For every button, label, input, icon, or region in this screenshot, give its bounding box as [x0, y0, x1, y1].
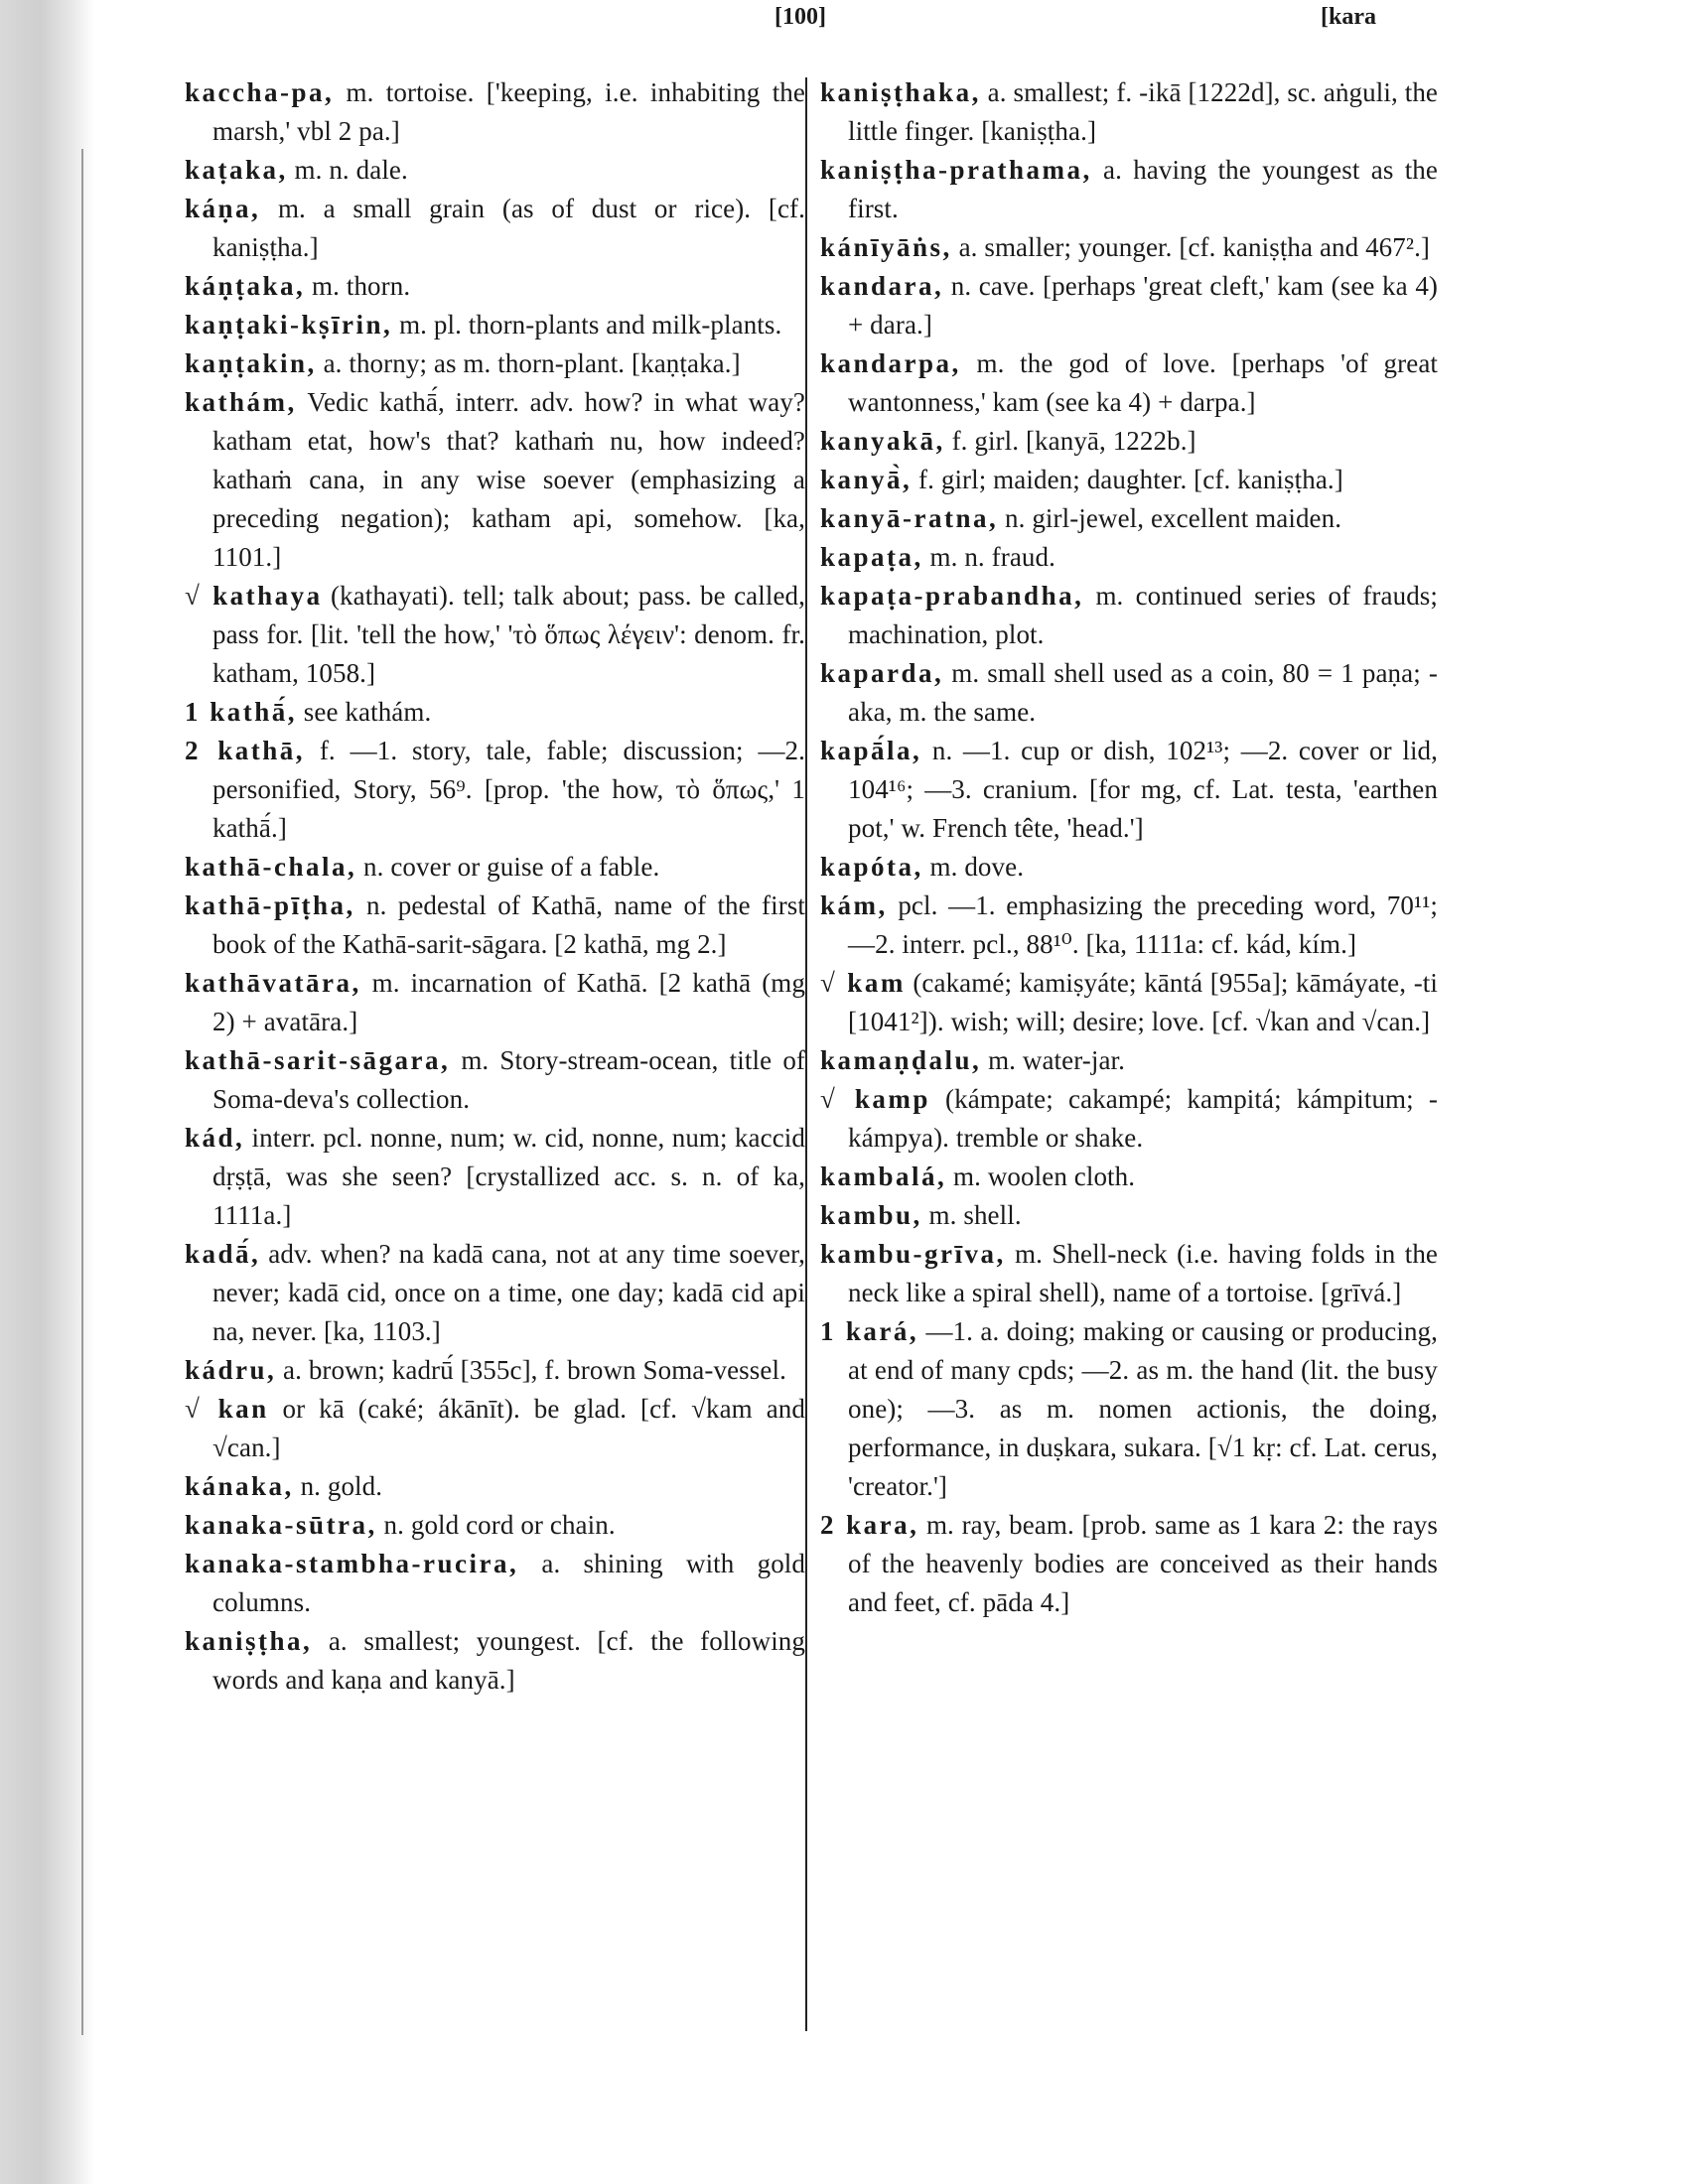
dictionary-entry: [820, 499, 1438, 538]
dictionary-entry: [820, 1158, 1438, 1196]
dictionary-entry: [820, 654, 1438, 732]
dictionary-entry: [820, 461, 1438, 499]
entry-headword: √ kan: [185, 1394, 269, 1424]
entry-definition: n. gold.: [300, 1471, 383, 1501]
entry-headword: kapóta,: [820, 852, 923, 882]
entry-definition: m. n. dale.: [294, 155, 408, 185]
guide-word: [kara: [1321, 4, 1376, 30]
entry-definition: m. small shell used as a coin, 80 = 1 paṇa; -aka, m. the same.: [848, 658, 1438, 727]
dictionary-entry: [820, 1041, 1438, 1080]
dictionary-entry: [820, 732, 1438, 848]
entry-headword: √ kathaya: [185, 581, 323, 611]
entry-headword: 2 kara,: [820, 1510, 919, 1540]
entry-headword: kaṭaka,: [185, 155, 288, 185]
entry-headword: kanaka-sūtra,: [185, 1510, 377, 1540]
entry-definition: f. girl; maiden; daughter. [cf. kaniṣṭha.]: [918, 465, 1343, 494]
dictionary-entry: [185, 306, 805, 344]
entry-definition: f. —1. story, tale, fable; discussion; —2. personified, Story, 56⁹. [prop. 'the how, τὸ ὅπως,' 1 kathā́.]: [212, 736, 806, 843]
entry-headword: kandarpa,: [820, 348, 961, 378]
entry-definition: m. continued series of frauds; machination, plot.: [848, 581, 1439, 649]
entry-headword: kambu,: [820, 1200, 922, 1230]
left-column: [185, 73, 805, 1700]
dictionary-entry: [820, 73, 1438, 151]
dictionary-entry: [185, 848, 805, 887]
dictionary-entry: [185, 732, 805, 848]
entry-headword: kádru,: [185, 1355, 277, 1385]
dictionary-entry: [820, 538, 1438, 577]
entry-headword: kadā́,: [185, 1239, 261, 1269]
entry-headword: kathā-chala,: [185, 852, 357, 882]
dictionary-entry: [185, 151, 805, 190]
dictionary-entry: [185, 1390, 805, 1467]
entry-headword: kád,: [185, 1123, 245, 1153]
entry-definition: m. water-jar.: [988, 1045, 1126, 1075]
dictionary-entry: [820, 151, 1438, 228]
entry-headword: kaccha-pa,: [185, 77, 335, 107]
entry-definition: m. Shell-neck (i.e. having folds in the neck like a spiral shell), name of a tortoise. [grīvá.]: [848, 1239, 1439, 1307]
entry-headword: kaparda,: [820, 658, 944, 688]
page-header: [0, 0, 1688, 40]
entry-headword: kapaṭa,: [820, 542, 923, 572]
entry-headword: 1 kathā́,: [185, 697, 298, 727]
entry-headword: kánaka,: [185, 1471, 294, 1501]
dictionary-entry: [820, 344, 1438, 422]
entry-headword: kánīyāṅs,: [820, 232, 952, 262]
dictionary-entry: [820, 422, 1438, 461]
entry-definition: adv. when? na kadā cana, not at any time soever, never; kadā cid, once on a time, one day; kadā cid api na, never. [ka, 1103.]: [212, 1239, 806, 1346]
dictionary-entry: [820, 1235, 1438, 1312]
entry-headword: kambalá,: [820, 1161, 947, 1191]
entry-headword: 1 kará,: [820, 1316, 919, 1346]
dictionary-entry: [185, 1506, 805, 1545]
dictionary-entry: [185, 73, 805, 151]
dictionary-entry: [820, 1080, 1438, 1158]
entry-definition: m. woolen cloth.: [953, 1161, 1136, 1191]
entry-definition: a. smaller; younger. [cf. kaniṣṭha and 467².]: [958, 232, 1431, 262]
entry-definition: m. tortoise. ['keeping, i.e. inhabiting the marsh,' vbl 2 pa.]: [212, 77, 805, 146]
entry-headword: kathā-sarit-sāgara,: [185, 1045, 451, 1075]
dictionary-entry: [820, 1506, 1438, 1622]
entry-definition: a. smallest; f. -ikā [1222d], sc. aṅguli, the little finger. [kaniṣṭha.]: [848, 77, 1439, 146]
entry-definition: n. gold cord or chain.: [383, 1510, 616, 1540]
entry-headword: kaṇṭaki-kṣīrin,: [185, 310, 393, 340]
dictionary-entry: [820, 577, 1438, 654]
page-number: [100]: [774, 4, 826, 30]
entry-headword: kanaka-stambha-rucira,: [185, 1549, 519, 1578]
entry-definition: m. shell.: [928, 1200, 1022, 1230]
dictionary-entry: [185, 1467, 805, 1506]
entry-headword: kambu-grīva,: [820, 1239, 1006, 1269]
entry-definition: m. dove.: [929, 852, 1025, 882]
entry-definition: a. smallest; youngest. [cf. the following words and kaṇa and kanyā.]: [212, 1626, 806, 1695]
entry-definition: Vedic kathā́, interr. adv. how? in what way? katham etat, how's that? kathaṁ nu, how indeed? kathaṁ cana, in any wise soever (emphasizing a preceding negation); katham api, somehow. [ka, 1101.]: [212, 387, 806, 572]
entry-definition: see kathám.: [303, 697, 432, 727]
entry-headword: √ kam: [820, 968, 906, 998]
dictionary-entry: [820, 1312, 1438, 1506]
entry-headword: kapaṭa-prabandha,: [820, 581, 1084, 611]
entry-definition: a. thorny; as m. thorn-plant. [kaṇṭaka.]: [323, 348, 741, 378]
entry-headword: kapā́la,: [820, 736, 922, 765]
entry-headword: 2 kathā,: [185, 736, 306, 765]
scan-edge-line: [81, 149, 83, 2035]
entry-definition: a. shining with gold columns.: [212, 1549, 806, 1617]
dictionary-entry: [185, 1351, 805, 1390]
dictionary-entry: [820, 964, 1438, 1041]
dictionary-entry: [185, 190, 805, 267]
entry-definition: m. ray, beam. [prob. same as 1 kara 2: the rays of the heavenly bodies are conceived as their hands and feet, cf. pāda 4.]: [848, 1510, 1439, 1617]
entry-definition: m. a small grain (as of dust or rice). [cf. kaniṣṭha.]: [212, 194, 806, 262]
entry-headword: kaniṣṭha-prathama,: [820, 155, 1092, 185]
dictionary-entry: [185, 1041, 805, 1119]
entry-definition: —1. a. doing; making or causing or producing, at end of many cpds; —2. as m. the hand (lit. the busy one); —3. as m. nomen actionis, the doing, performance, in duṣkara, sukara. [√1 kṛ: cf. Lat. cerus, 'creator.']: [848, 1316, 1438, 1501]
entry-definition: n. girl-jewel, excellent maiden.: [1005, 503, 1342, 533]
entry-definition: interr. pcl. nonne, num; w. cid, nonne, num; kaccid dṛṣṭā, was she seen? [crystallized acc. s. n. of ka, 1111a.]: [212, 1123, 805, 1230]
entry-definition: a. brown; kadrū́ [355c], f. brown Soma-vessel.: [283, 1355, 786, 1385]
entry-definition: (kámpate; cakampé; kampitá; kámpitum; -kámpya). tremble or shake.: [848, 1084, 1439, 1153]
entry-definition: m. n. fraud.: [929, 542, 1055, 572]
entry-headword: kanyā-ratna,: [820, 503, 999, 533]
entry-headword: káṇa,: [185, 194, 261, 223]
entry-definition: n. pedestal of Kathā, name of the first book of the Kathā-sarit-sāgara. [2 kathā, mg 2.]: [212, 890, 806, 959]
dictionary-entry: [185, 383, 805, 577]
entry-headword: káṇṭaka,: [185, 271, 306, 301]
dictionary-entry: [185, 267, 805, 306]
dictionary-entry: [185, 1119, 805, 1235]
entry-headword: kanyā̀,: [820, 465, 913, 494]
dictionary-entry: [185, 964, 805, 1041]
entry-definition: m. pl. thorn-plants and milk-plants.: [399, 310, 782, 340]
dictionary-entry: [185, 1622, 805, 1700]
dictionary-entry: [820, 887, 1438, 964]
entry-definition: or kā (caké; ákānīt). be glad. [cf. √kam and √can.]: [212, 1394, 806, 1462]
entry-definition: pcl. —1. emphasizing the preceding word, 70¹¹; —2. interr. pcl., 88¹⁰. [ka, 1111a: cf. kád, kím.]: [848, 890, 1438, 959]
entry-definition: n. —1. cup or dish, 102¹³; —2. cover or lid, 104¹⁶; —3. cranium. [for mg, cf. Lat. testa, 'earthen pot,' w. French tête, 'head.']: [848, 736, 1439, 843]
entry-definition: n. cover or guise of a fable.: [363, 852, 660, 882]
entry-definition: a. having the youngest as the first.: [848, 155, 1438, 223]
dictionary-entry: [820, 848, 1438, 887]
right-column: [820, 73, 1438, 1622]
dictionary-entry: [185, 344, 805, 383]
entry-headword: kathám,: [185, 387, 297, 417]
entry-definition: m. the god of love. [perhaps 'of great wantonness,' kam (see ka 4) + darpa.]: [848, 348, 1439, 417]
entry-definition: (cakamé; kamiṣyáte; kāntá [955a]; kāmáyate, -ti [1041²]). wish; will; desire; love. [cf. √kan and √can.]: [848, 968, 1439, 1036]
entry-headword: kathāvatāra,: [185, 968, 361, 998]
entry-definition: m. thorn.: [312, 271, 411, 301]
entry-definition: m. Story-stream-ocean, title of Soma-deva's collection.: [212, 1045, 806, 1114]
dictionary-entry: [185, 887, 805, 964]
dictionary-entry: [820, 267, 1438, 344]
entry-definition: m. incarnation of Kathā. [2 kathā (mg 2) + avatāra.]: [212, 968, 806, 1036]
entry-definition: n. cave. [perhaps 'great cleft,' kam (see ka 4) + dara.]: [848, 271, 1439, 340]
column-divider: [805, 77, 807, 2031]
entry-headword: kathā-pīṭha,: [185, 890, 355, 920]
entry-headword: kaṇṭakin,: [185, 348, 317, 378]
entry-headword: kandara,: [820, 271, 944, 301]
entry-headword: kaniṣṭhaka,: [820, 77, 981, 107]
entry-headword: kamaṇḍalu,: [820, 1045, 982, 1075]
entry-definition: f. girl. [kanyā, 1222b.]: [951, 426, 1196, 456]
dictionary-entry: [185, 1545, 805, 1622]
dictionary-entry: [185, 1235, 805, 1351]
dictionary-entry: [820, 228, 1438, 267]
entry-headword: kaniṣṭha,: [185, 1626, 313, 1656]
entry-headword: kanyakā,: [820, 426, 945, 456]
dictionary-entry: [185, 693, 805, 732]
dictionary-entry: [185, 577, 805, 693]
entry-definition: (kathayati). tell; talk about; pass. be called, pass for. [lit. 'tell the how,' 'τὸ ὅπως λέγειν': denom. fr. katham, 1058.]: [212, 581, 805, 688]
entry-headword: √ kamp: [820, 1084, 930, 1114]
entry-headword: kám,: [820, 890, 888, 920]
dictionary-entry: [820, 1196, 1438, 1235]
